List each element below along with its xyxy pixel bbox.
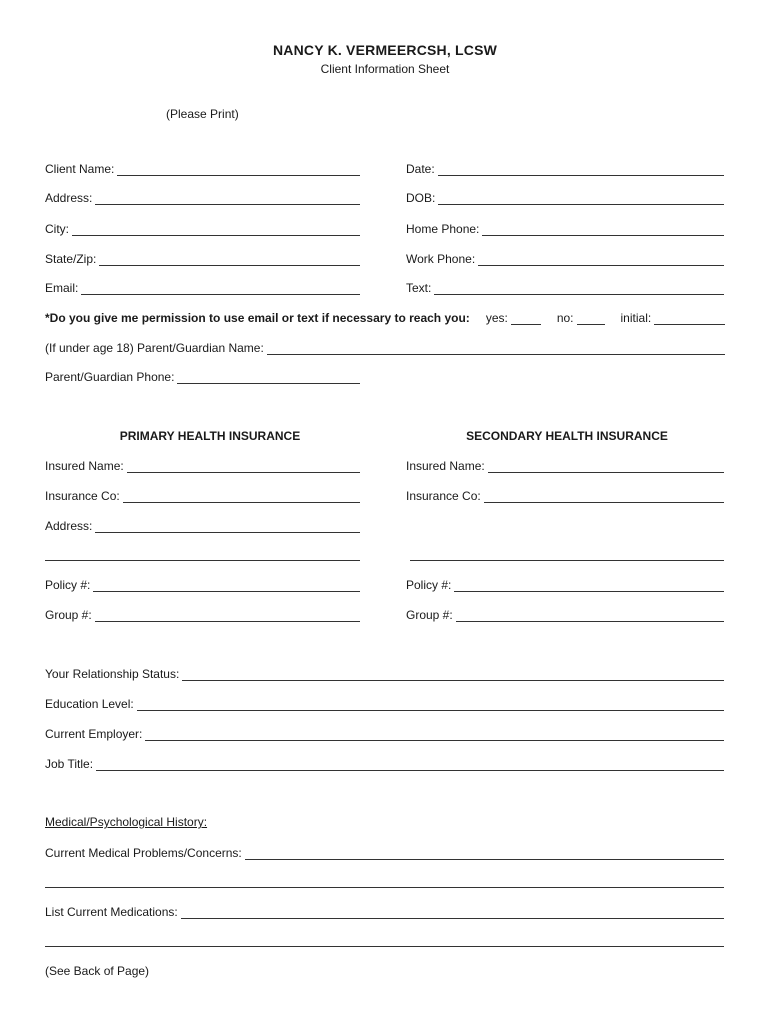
primary-address-field[interactable] xyxy=(45,517,360,533)
permission-no[interactable] xyxy=(557,311,605,325)
primary-group-label: Group #: xyxy=(45,608,92,622)
medical-problems-line-2[interactable] xyxy=(45,886,724,888)
state-zip-field[interactable] xyxy=(45,250,360,266)
permission-no-line[interactable] xyxy=(577,312,605,325)
job-title-line[interactable] xyxy=(96,758,724,771)
education-level-label: Education Level: xyxy=(45,697,134,711)
home-phone-field[interactable] xyxy=(406,220,724,236)
current-employer-label: Current Employer: xyxy=(45,727,143,741)
primary-group-field[interactable] xyxy=(45,606,360,622)
medications-line-2[interactable] xyxy=(45,945,724,947)
guardian-phone-label: Parent/Guardian Phone: xyxy=(45,370,175,384)
primary-policy-line[interactable] xyxy=(93,579,360,592)
secondary-group-field[interactable] xyxy=(406,606,724,622)
primary-insured-name-line[interactable] xyxy=(127,460,360,473)
date-field[interactable] xyxy=(406,160,724,176)
guardian-phone-field[interactable] xyxy=(45,368,360,384)
permission-initial-label: initial: xyxy=(620,311,652,325)
current-employer-line[interactable] xyxy=(145,728,724,741)
city-field[interactable] xyxy=(45,220,360,236)
primary-insured-name-label: Insured Name: xyxy=(45,459,124,473)
state-zip-line[interactable] xyxy=(99,253,360,266)
date-line[interactable] xyxy=(438,163,724,176)
relationship-status-line[interactable] xyxy=(182,668,724,681)
address-line[interactable] xyxy=(95,192,360,205)
relationship-status-field[interactable] xyxy=(45,665,724,681)
client-name-label: Client Name: xyxy=(45,162,115,176)
secondary-insurance-co-line[interactable] xyxy=(484,490,724,503)
permission-yes-label: yes: xyxy=(485,311,508,325)
work-phone-field[interactable] xyxy=(406,250,724,266)
permission-initial[interactable] xyxy=(621,311,725,325)
medications-field[interactable] xyxy=(45,903,724,919)
secondary-group-line[interactable] xyxy=(456,609,724,622)
education-level-field[interactable] xyxy=(45,695,724,711)
medications-label: List Current Medications: xyxy=(45,905,178,919)
current-employer-field[interactable] xyxy=(45,725,724,741)
secondary-policy-line[interactable] xyxy=(454,579,724,592)
primary-insured-name-field[interactable] xyxy=(45,457,360,473)
address-field[interactable] xyxy=(45,189,360,205)
secondary-extra-line[interactable] xyxy=(410,559,724,561)
medical-problems-line[interactable] xyxy=(245,847,724,860)
primary-insurance-co-field[interactable] xyxy=(45,487,360,503)
client-name-field[interactable] xyxy=(45,160,360,176)
please-print-note: (Please Print) xyxy=(166,107,239,121)
email-line[interactable] xyxy=(81,282,360,295)
primary-insurance-heading: PRIMARY HEALTH INSURANCE xyxy=(119,429,301,443)
secondary-insured-name-label: Insured Name: xyxy=(406,459,485,473)
guardian-name-label: (If under age 18) Parent/Guardian Name: xyxy=(45,341,264,355)
email-label: Email: xyxy=(45,281,79,295)
text-label: Text: xyxy=(406,281,432,295)
education-level-line[interactable] xyxy=(137,698,724,711)
work-phone-label: Work Phone: xyxy=(406,252,476,266)
guardian-name-line[interactable] xyxy=(267,342,725,355)
client-name-line[interactable] xyxy=(117,163,360,176)
permission-yes[interactable] xyxy=(486,311,541,325)
guardian-phone-line[interactable] xyxy=(177,371,360,384)
permission-row xyxy=(45,309,725,325)
guardian-name-field[interactable] xyxy=(45,339,725,355)
primary-group-line[interactable] xyxy=(95,609,360,622)
page-title: NANCY K. VERMEERCSH, LCSW xyxy=(272,42,498,58)
medical-problems-label: Current Medical Problems/Concerns: xyxy=(45,846,242,860)
medical-problems-field[interactable] xyxy=(45,844,724,860)
work-phone-line[interactable] xyxy=(478,253,724,266)
primary-address-label: Address: xyxy=(45,519,93,533)
primary-insurance-co-line[interactable] xyxy=(123,490,360,503)
text-line[interactable] xyxy=(434,282,724,295)
secondary-insured-name-field[interactable] xyxy=(406,457,724,473)
address-label: Address: xyxy=(45,191,93,205)
primary-address-line[interactable] xyxy=(95,520,360,533)
city-label: City: xyxy=(45,222,69,236)
dob-label: DOB: xyxy=(406,191,436,205)
primary-policy-label: Policy #: xyxy=(45,578,91,592)
dob-line[interactable] xyxy=(438,192,724,205)
medical-history-heading: Medical/Psychological History: xyxy=(45,815,208,829)
permission-no-label: no: xyxy=(556,311,574,325)
primary-address-line-2[interactable] xyxy=(45,559,360,561)
relationship-status-label: Your Relationship Status: xyxy=(45,667,180,681)
secondary-insurance-co-field[interactable] xyxy=(406,487,724,503)
secondary-insurance-heading: SECONDARY HEALTH INSURANCE xyxy=(466,429,668,443)
home-phone-label: Home Phone: xyxy=(406,222,480,236)
text-field[interactable] xyxy=(406,279,724,295)
secondary-policy-field[interactable] xyxy=(406,576,724,592)
secondary-insurance-co-label: Insurance Co: xyxy=(406,489,481,503)
job-title-field[interactable] xyxy=(45,755,724,771)
primary-insurance-co-label: Insurance Co: xyxy=(45,489,120,503)
permission-initial-line[interactable] xyxy=(654,312,725,325)
primary-policy-field[interactable] xyxy=(45,576,360,592)
secondary-policy-label: Policy #: xyxy=(406,578,452,592)
see-back-note: (See Back of Page) xyxy=(45,964,150,978)
secondary-group-label: Group #: xyxy=(406,608,453,622)
permission-question: *Do you give me permission to use email or text if necessary to reach you: xyxy=(45,311,470,325)
secondary-insured-name-line[interactable] xyxy=(488,460,724,473)
medications-line[interactable] xyxy=(181,906,724,919)
permission-yes-line[interactable] xyxy=(511,312,541,325)
dob-field[interactable] xyxy=(406,189,724,205)
city-line[interactable] xyxy=(72,223,360,236)
date-label: Date: xyxy=(406,162,435,176)
page-subtitle: Client Information Sheet xyxy=(320,62,450,76)
email-field[interactable] xyxy=(45,279,360,295)
home-phone-line[interactable] xyxy=(482,223,724,236)
state-zip-label: State/Zip: xyxy=(45,252,97,266)
job-title-label: Job Title: xyxy=(45,757,94,771)
